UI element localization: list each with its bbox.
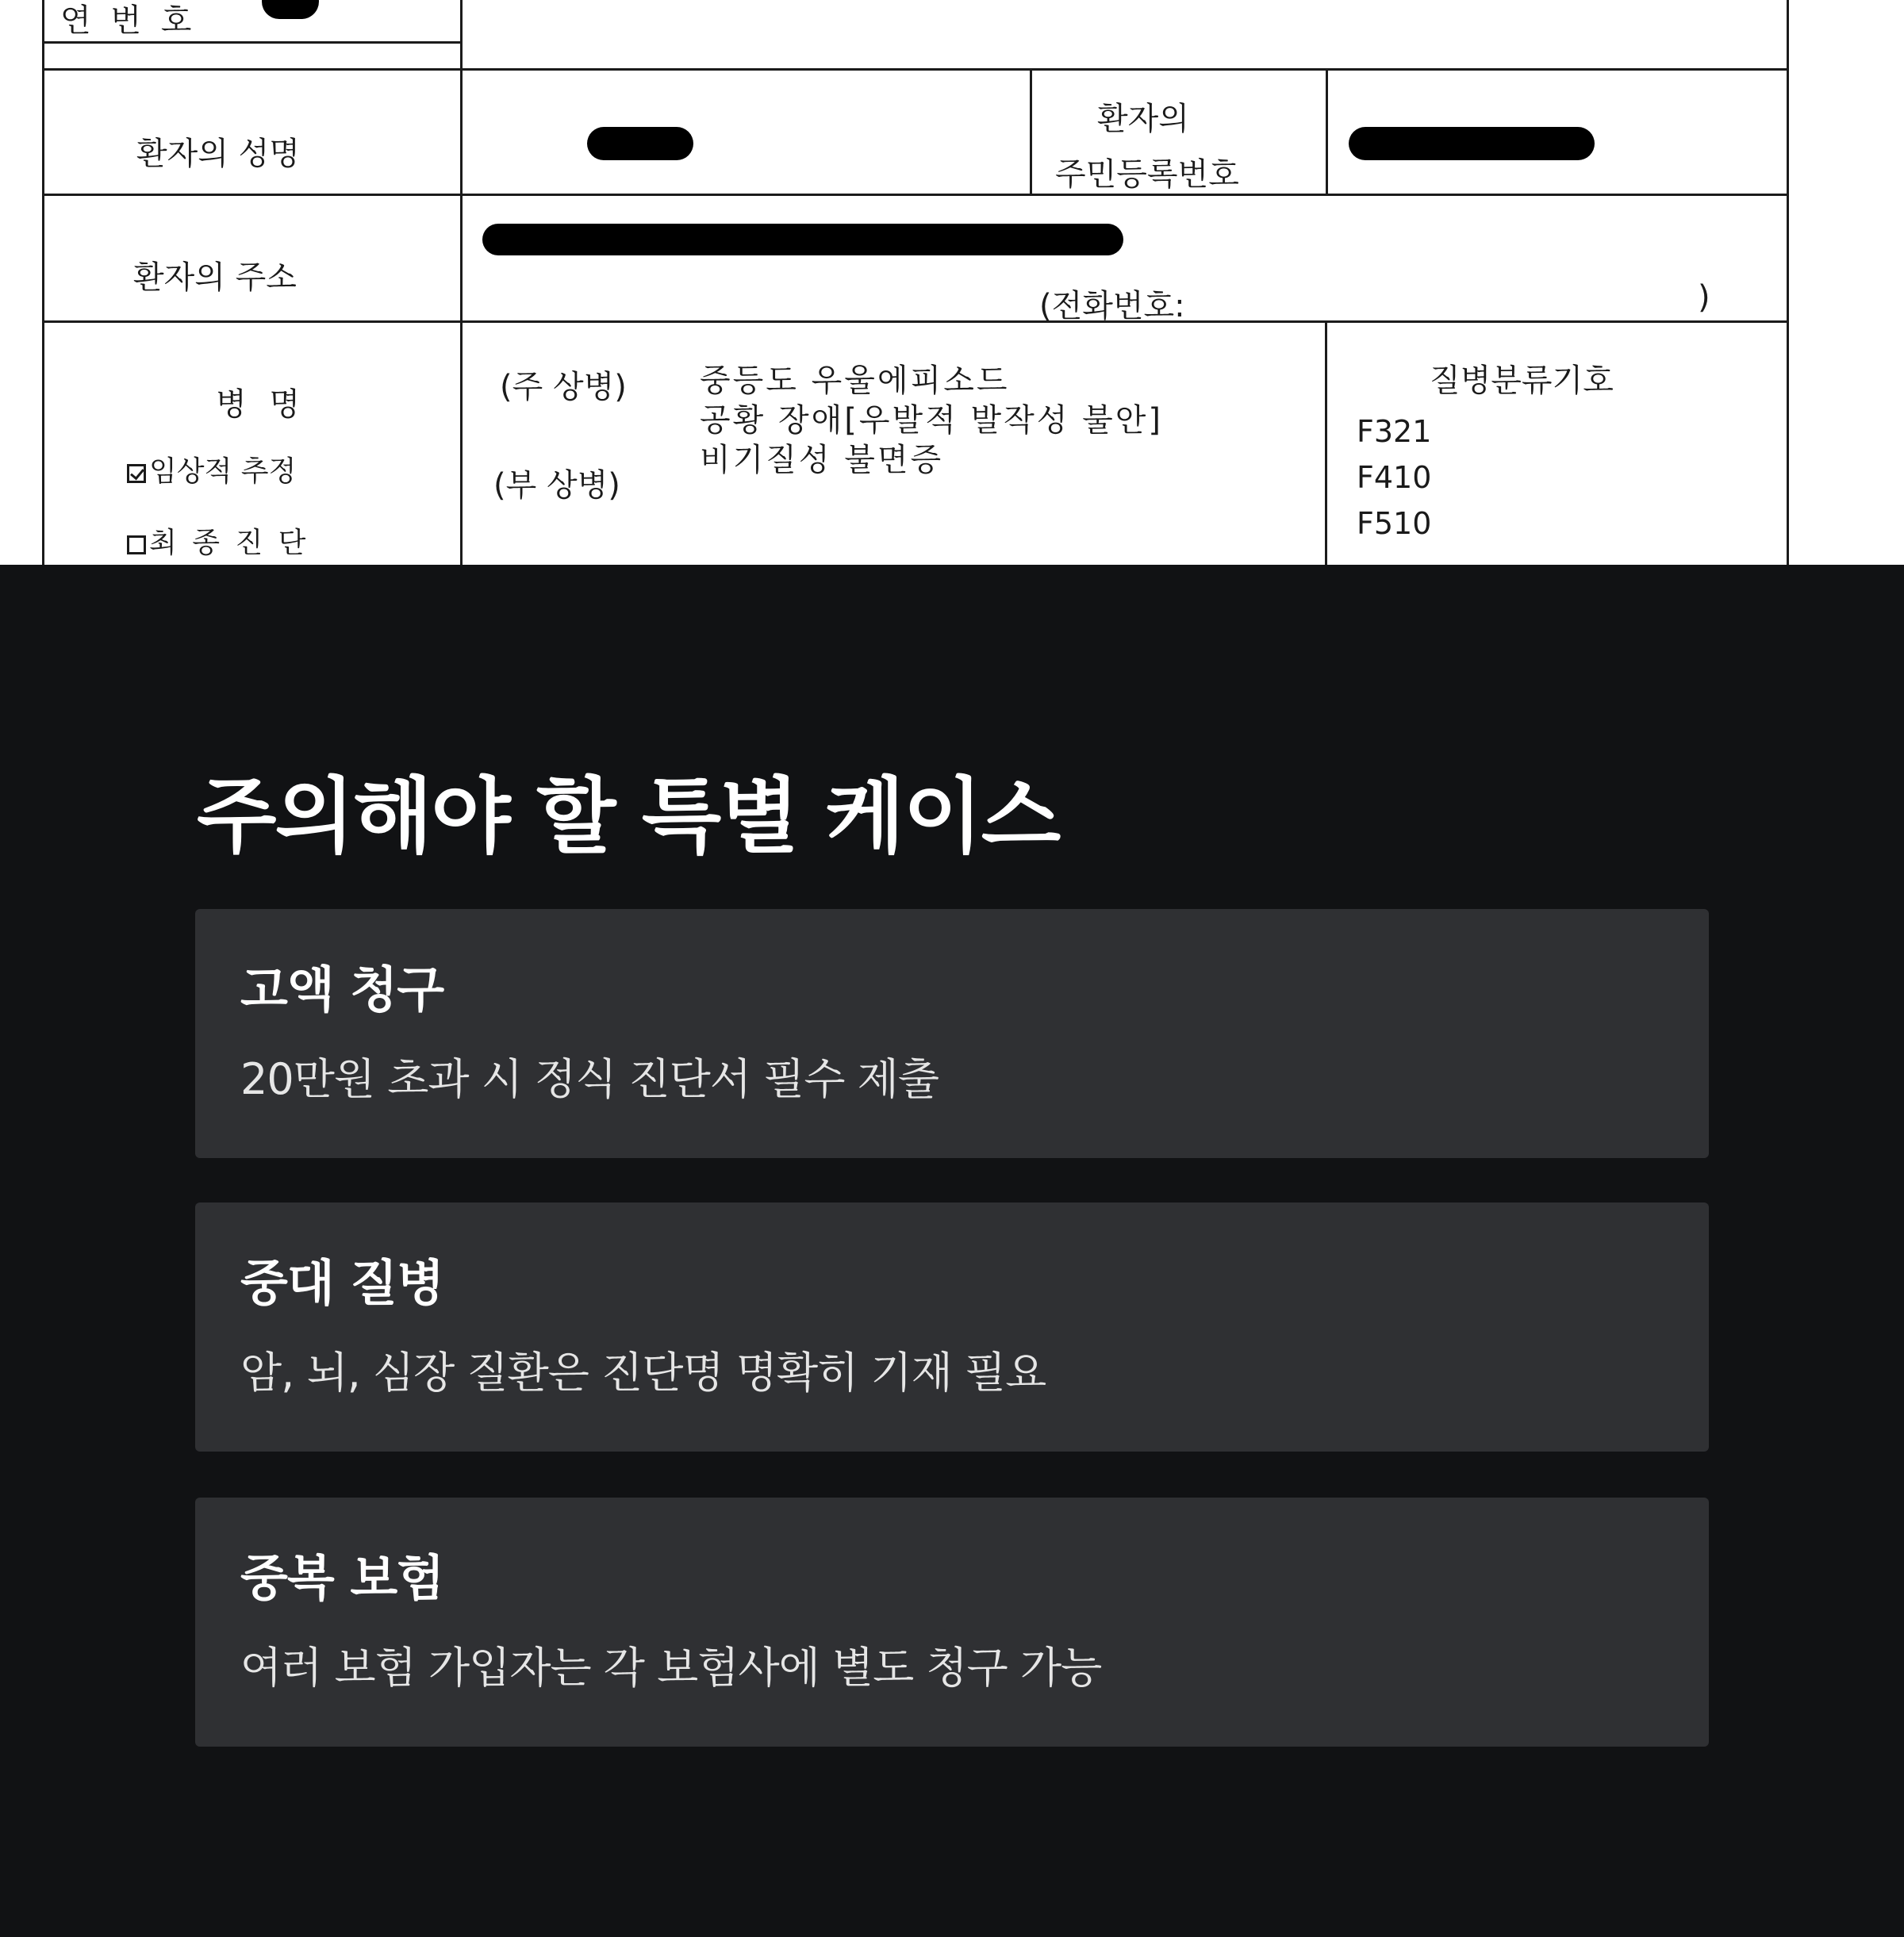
- patient-id-label-line1: 환자의: [1097, 101, 1189, 137]
- secondary-disease-label: (부 상병): [493, 467, 620, 504]
- table-border: [1326, 70, 1328, 194]
- unchecked-checkbox-icon: [127, 535, 146, 554]
- disease-label: 병 명: [216, 386, 306, 423]
- table-border: [42, 194, 1789, 196]
- card-description: 암, 뇌, 심장 질환은 진단명 명확히 기재 필요: [240, 1348, 1046, 1398]
- serial-number-label: 연 번 호: [60, 2, 197, 39]
- special-case-card-high-claim: [195, 909, 1709, 1158]
- diagnosis-line: 중등도 우울에피소드: [700, 362, 1010, 399]
- disease-code: F321: [1357, 414, 1432, 449]
- table-border: [42, 320, 1789, 323]
- disease-code: F510: [1357, 506, 1432, 541]
- table-border: [42, 41, 463, 44]
- disease-code-header: 질병분류기호: [1430, 362, 1614, 399]
- patient-address-label: 환자의 주소: [133, 259, 297, 296]
- checked-checkbox-icon: [127, 464, 146, 483]
- table-border: [1787, 0, 1789, 565]
- disease-code: F410: [1357, 460, 1432, 495]
- table-border: [1030, 70, 1032, 194]
- table-border: [42, 68, 1789, 71]
- patient-name-label: 환자의 성명: [136, 136, 300, 172]
- redaction-bar: [1349, 127, 1595, 160]
- diagnosis-document-image: [0, 0, 1904, 565]
- table-border: [460, 0, 463, 565]
- card-description: 20만원 초과 시 정식 진단서 필수 제출: [240, 1054, 939, 1104]
- primary-disease-label: (주 상병): [500, 369, 627, 405]
- card-title: 중복 보험: [240, 1549, 444, 1607]
- table-border: [42, 0, 44, 565]
- diagnosis-line: 공황 장애[우발적 발작성 불안]: [700, 402, 1164, 439]
- card-title: 중대 질병: [240, 1254, 444, 1312]
- special-case-card-major-disease: [195, 1202, 1709, 1452]
- phone-label: (전화번호:: [1039, 288, 1185, 324]
- patient-id-label-line2: 주민등록번호: [1055, 156, 1239, 193]
- redaction-bar: [262, 0, 319, 19]
- final-diagnosis-option: [127, 520, 309, 561]
- card-title: 고액 청구: [240, 961, 444, 1018]
- clinical-estimate-label: 임상적 추정: [149, 455, 297, 488]
- clinical-estimate-option: [127, 449, 296, 489]
- section-title: 주의해야 할 특별 케이스: [197, 768, 1060, 865]
- table-border: [1325, 320, 1327, 565]
- redaction-bar: [482, 224, 1123, 255]
- card-description: 여러 보험 가입자는 각 보험사에 별도 청구 가능: [240, 1643, 1102, 1693]
- special-case-card-duplicate-insurance: [195, 1498, 1709, 1747]
- phone-close: ): [1698, 279, 1710, 316]
- final-diagnosis-label: 최 종 진 단: [149, 527, 309, 559]
- redaction-bar: [587, 127, 693, 160]
- diagnosis-line: 비기질성 불면증: [700, 442, 944, 478]
